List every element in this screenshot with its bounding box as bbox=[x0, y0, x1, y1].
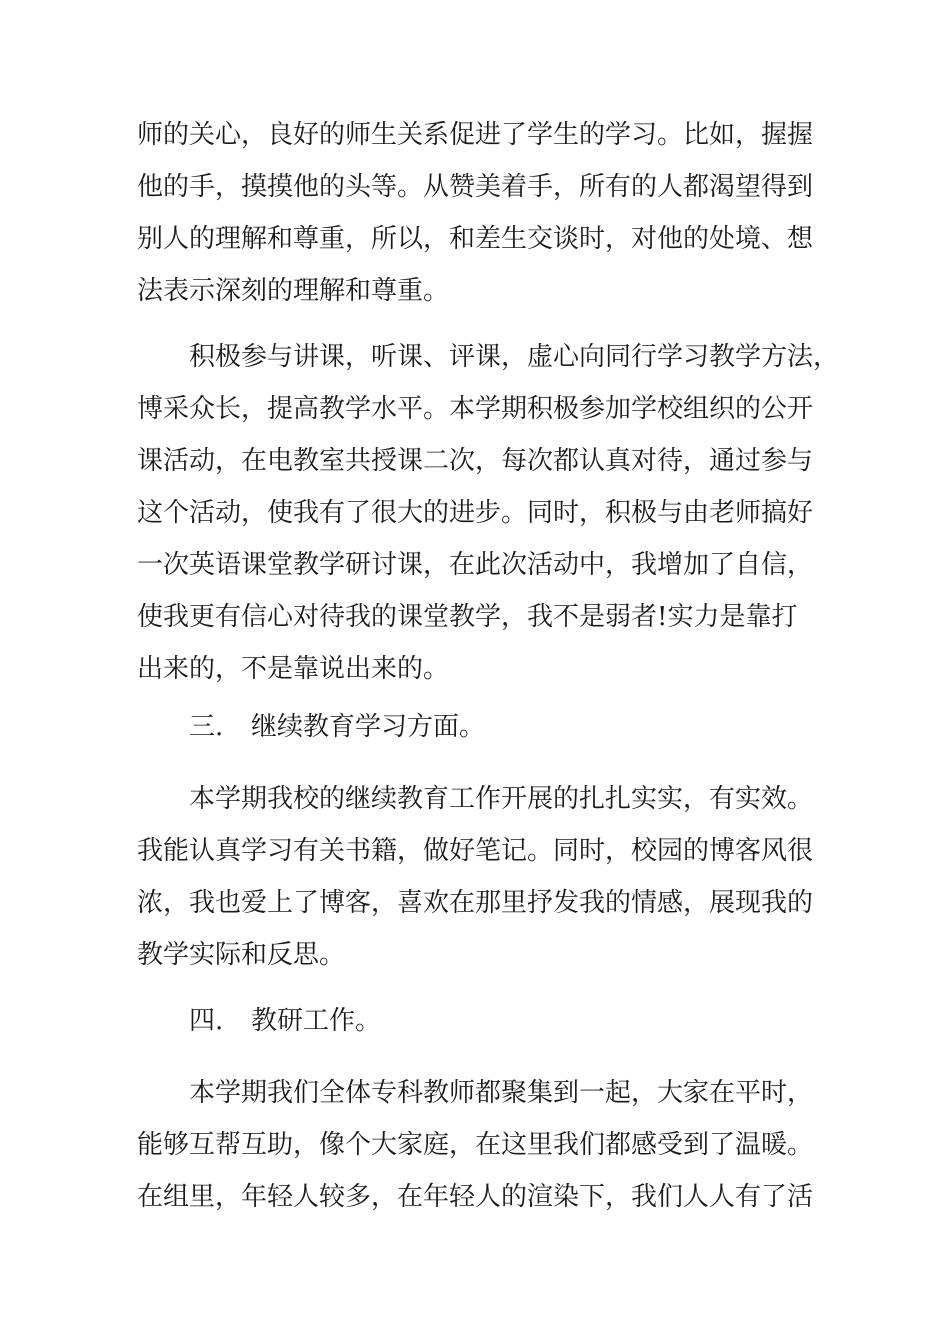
paragraph-line: 本学期我校的继续教育工作开展的扎扎实实，有实效。 bbox=[189, 784, 814, 814]
section-heading-3 bbox=[137, 701, 817, 753]
paragraph-line: 我能认真学习有关书籍，做好笔记。同时，校园的博客风很 bbox=[137, 836, 814, 866]
paragraph-line: 积极参与讲课，听课、评课，虚心向同行学习教学方法， bbox=[189, 342, 840, 372]
heading-line bbox=[137, 701, 817, 753]
paragraph-2 bbox=[137, 331, 840, 695]
heading-number: 四. bbox=[189, 1006, 224, 1036]
paragraph-line: 法表示深刻的理解和尊重。 bbox=[137, 276, 450, 306]
paragraph-line: 浓，我也爱上了博客，喜欢在那里抒发我的情感，展现我的 bbox=[137, 888, 814, 918]
paragraph-line: 博采众长，提高教学水平。本学期积极参加学校组织的公开 bbox=[137, 394, 814, 424]
paragraph-line: 能够互帮互助，像个大家庭，在这里我们都感受到了温暖。 bbox=[137, 1130, 814, 1160]
paragraph-line: 使我更有信心对待我的课堂教学，我不是弱者!实力是靠打 bbox=[137, 602, 798, 632]
paragraph-line: 别人的理解和尊重，所以，和差生交谈时，对他的处境、想 bbox=[137, 224, 814, 254]
paragraph-line: 师的关心，良好的师生关系促进了学生的学习。比如，握握 bbox=[137, 120, 814, 150]
paragraph-line: 出来的，不是靠说出来的。 bbox=[137, 654, 450, 684]
paragraph-line: 本学期我们全体专科教师都聚集到一起，大家在平时， bbox=[189, 1078, 814, 1108]
paragraph-line: 课活动，在电教室共授课二次，每次都认真对待，通过参与 bbox=[137, 446, 814, 476]
heading-title: 继续教育学习方面。 bbox=[251, 712, 486, 742]
paragraph-4 bbox=[137, 1067, 817, 1223]
heading-title: 教研工作。 bbox=[251, 1006, 382, 1036]
paragraph-line: 这个活动，使我有了很大的进步。同时，积极与由老师搞好 bbox=[137, 498, 814, 528]
paragraph-line: 一次英语课堂教学研讨课，在此次活动中，我增加了自信， bbox=[137, 550, 814, 580]
paragraph-3 bbox=[137, 773, 817, 981]
paragraph-line: 他的手，摸摸他的头等。从赞美着手，所有的人都渴望得到 bbox=[137, 172, 814, 202]
section-heading-4 bbox=[137, 995, 817, 1047]
paragraph-1 bbox=[137, 109, 817, 317]
paragraph-line: 在组里，年轻人较多，在年轻人的渲染下，我们人人有了活 bbox=[137, 1182, 814, 1212]
paragraph-line: 教学实际和反思。 bbox=[137, 940, 346, 970]
heading-number: 三. bbox=[189, 712, 224, 742]
heading-line bbox=[137, 995, 817, 1047]
